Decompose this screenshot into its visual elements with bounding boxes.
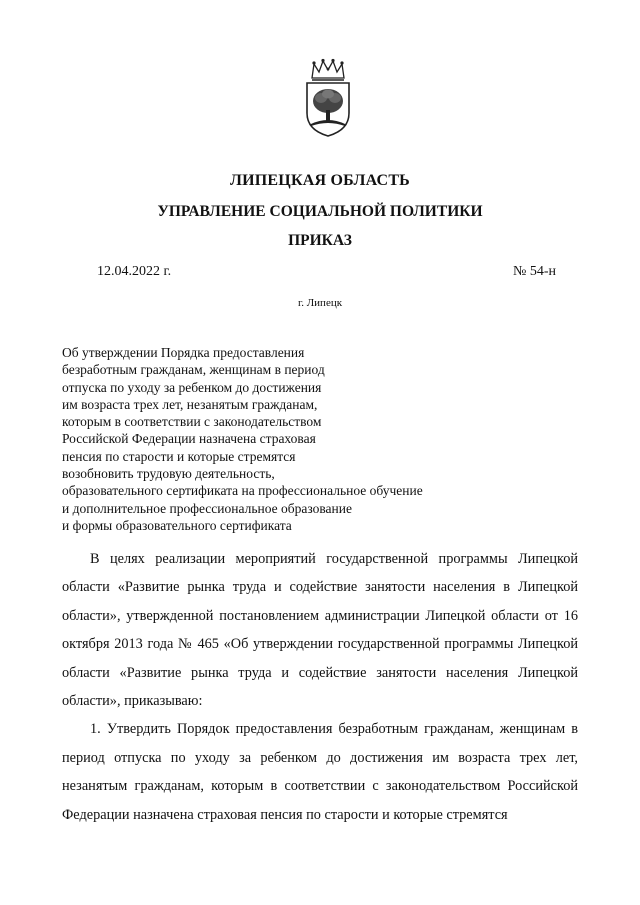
document-date: 12.04.2022 г. bbox=[97, 264, 172, 279]
title-line: и дополнительное профессиональное образование bbox=[62, 500, 352, 516]
title-line: Российской Федерации назначена страховая bbox=[62, 431, 316, 447]
title-line: им возраста трех лет, незанятым гражданам, bbox=[62, 396, 318, 412]
title-line: которым в соответствии с законодательством bbox=[62, 414, 322, 430]
title-line: и формы образовательного сертификата bbox=[62, 517, 292, 533]
department-heading: УПРАВЛЕНИЕ СОЦИАЛЬНОЙ ПОЛИТИКИ bbox=[157, 203, 483, 220]
title-line: отпуска по уходу за ребенком до достижения bbox=[62, 379, 322, 395]
order-title bbox=[62, 344, 502, 534]
title-line: пенсия по старости и которые стремятся bbox=[62, 448, 296, 464]
document-number: № 54-н bbox=[512, 264, 556, 279]
body-paragraph: В целях реализации мероприятий государственной программы Липецкой области «Развитие рынка труда и содействие занятости населения в Липецкой области», утвержденной постановлением администрации Липецкой области от 16 октября 2013 года № 465 «Об утверждении государственной программы Липецкой области «Развитие рынка труда и содействие занятости населения Липецкой области», приказываю: bbox=[62, 551, 578, 710]
region-heading: ЛИПЕЦКАЯ ОБЛАСТЬ bbox=[230, 172, 410, 189]
order-body bbox=[62, 545, 578, 829]
document-city: г. Липецк bbox=[297, 297, 343, 309]
title-line: возобновить трудовую деятельность, bbox=[62, 466, 275, 482]
coat-of-arms-icon bbox=[302, 58, 354, 138]
title-line: безработным гражданам, женщинам в период bbox=[62, 362, 325, 378]
title-line: образовательного сертификата на профессиональное обучение bbox=[62, 483, 423, 499]
title-line: Об утверждении Порядка предоставления bbox=[62, 345, 305, 360]
body-paragraph: 1. Утвердить Порядок предоставления безработным гражданам, женщинам в период отпуска по уходу за ребенком до достижения им возраста трех лет, незанятым гражданам, которым в соответствии с законодательством Российской Федерации назначена страховая пенсия по старости и которые стремятся bbox=[62, 721, 578, 823]
doc-type-heading: ПРИКАЗ bbox=[288, 232, 352, 249]
